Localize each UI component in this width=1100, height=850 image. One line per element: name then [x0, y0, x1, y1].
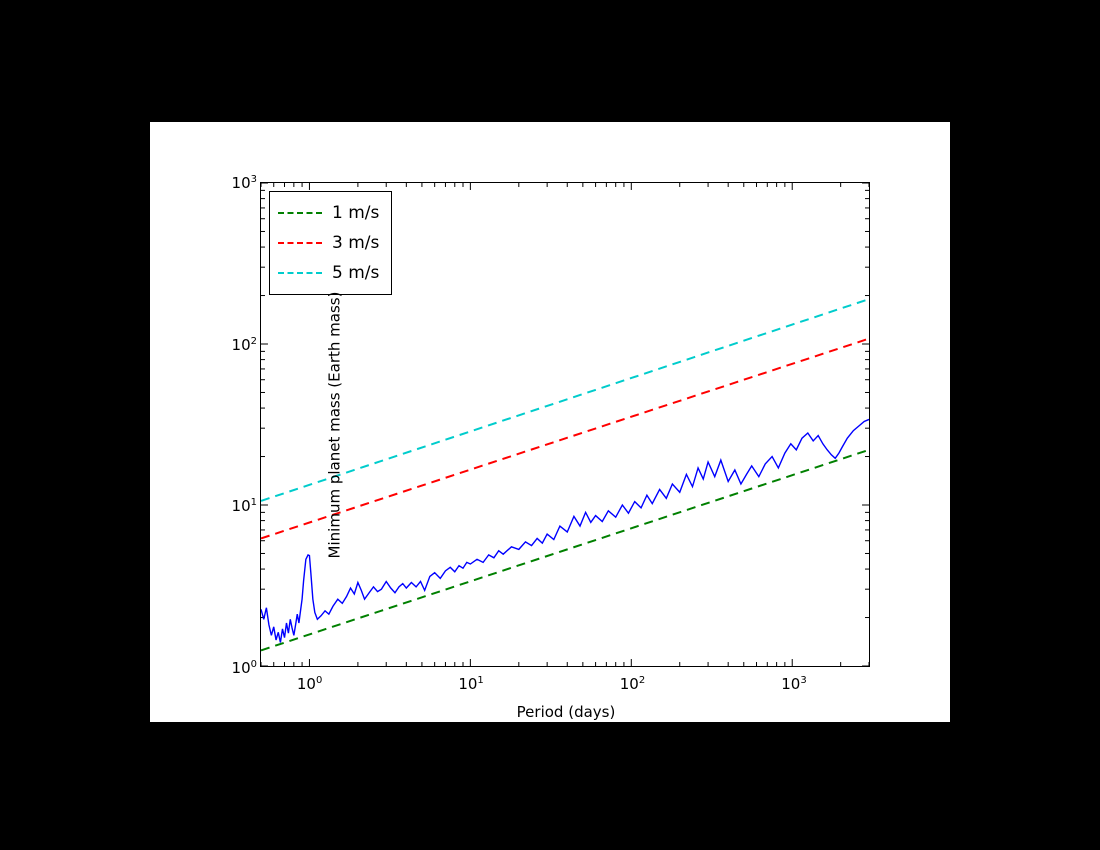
legend-swatch-green — [278, 212, 322, 214]
ytick-label-1: $10^1$ — [231, 497, 257, 516]
legend-item-3ms — [278, 228, 379, 258]
series-detection-limit — [261, 419, 869, 642]
xtick-label-2: $10^2$ — [619, 675, 646, 693]
ytick-label-3: $10^3$ — [231, 174, 257, 192]
chart-legend — [269, 191, 392, 295]
series-1-m-s — [261, 450, 869, 651]
legend-item-5ms — [278, 258, 379, 288]
ytick-label-0: $10^0$ — [231, 659, 257, 677]
figure-canvas — [150, 122, 950, 722]
plot-axes — [231, 174, 870, 721]
legend-label-5ms: 5 m/s — [332, 263, 380, 283]
legend-label-3ms: 3 m/s — [332, 233, 380, 253]
legend-swatch-red — [278, 242, 322, 244]
legend-swatch-cyan — [278, 272, 322, 274]
x-axis-label: Period (days) — [516, 703, 616, 721]
legend-item-1ms — [278, 198, 379, 228]
xtick-label-3: $10^3$ — [781, 675, 807, 693]
xtick-label-1: $10^1$ — [458, 675, 484, 693]
series-5-m-s — [261, 299, 869, 501]
legend-label-1ms: 1 m/s — [332, 203, 380, 223]
ytick-label-2: $10^2$ — [231, 335, 257, 354]
series-3-m-s — [261, 339, 869, 539]
xtick-label-0: $10^0$ — [296, 675, 323, 693]
y-axis-label: Minimum planet mass (Earth mass) — [325, 291, 344, 558]
